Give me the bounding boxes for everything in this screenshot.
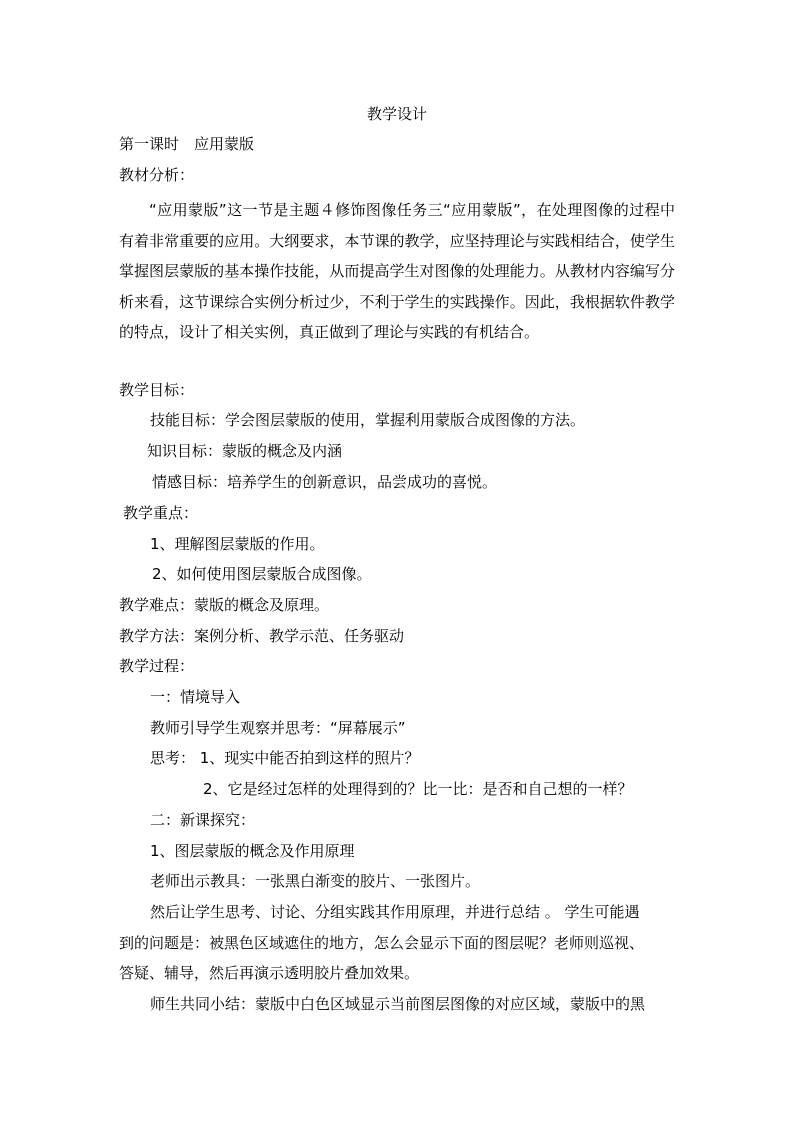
step1-think2: 2、它是经过怎样的处理得到的？比一比：是否和自己想的一样？ [203,780,633,798]
step1-think1: 思考： 1、现实中能否拍到这样的照片？ [150,749,420,767]
step2-line1: 老师出示教具：一张黑白渐变的胶片、一张图片。 [150,872,481,890]
keypoint-1: 1、理解图层蒙版的作用。 [150,535,325,553]
step1-line1: 教师引导学生观察并思考：“屏幕展示” [150,719,406,737]
doc-title: 教学设计 [366,105,427,123]
goal-emotion: 情感目标：培养学生的创新意识，品尝成功的喜悦。 [152,473,498,491]
goal-knowledge: 知识目标：蒙版的概念及内涵 [147,442,343,460]
material-paragraph: “应用蒙版”这一节是主题４修饰图像任务三“应用蒙版”，在处理图像的过程中有着非常重要的应用。大纲要求，本节课的教学，应坚持理论与实践相结合，使学生掌握图层蒙版的基本操作技能，从而提高学生对图像的处理能力。从教材内容编写分析来看，这节课综合实例分析过少，不利于学生的实践操作。因此，我根据软件教学的特点，设计了相关实例，真正做到了理论与实践的有机结合。 [119,201,675,342]
keypoint-2: 2、如何使用图层蒙版合成图像。 [152,565,372,583]
step2-para1-line1: 然后让学生思考、讨论、分组实践其作用原理，并进行总结 。 学生可能遇 [150,903,640,921]
step2-heading: 二：新课探究： [150,811,256,829]
goal-skill: 技能目标：学会图层蒙版的使用，掌握利用蒙版合成图像的方法。 [150,411,586,429]
step2-summary-line1: 师生共同小结：蒙版中白色区域显示当前图层图像的对应区域，蒙版中的黑 [150,995,646,1013]
process-heading: 教学过程： [119,657,195,675]
difficulty-line: 教学难点：蒙版的概念及原理。 [119,596,330,614]
methods-line: 教学方法：案例分析、教学示范、任务驱动 [119,627,405,645]
lesson-heading: 第一课时 应用蒙版 [119,135,255,153]
step2-para1-line2: 到的问题是：被黑色区域遮住的地方，怎么会显示下面的图层呢？老师则巡视、 [119,934,645,952]
keypoints-heading: 教学重点： [123,504,199,522]
step2-sub1: 1、图层蒙版的概念及作用原理 [150,842,355,860]
goals-heading: 教学目标： [119,381,195,399]
material-heading: 教材分析： [119,166,195,184]
step2-para1-line3: 答疑、辅导，然后再演示透明胶片叠加效果。 [119,964,420,982]
step1-heading: 一：情境导入 [150,688,241,706]
